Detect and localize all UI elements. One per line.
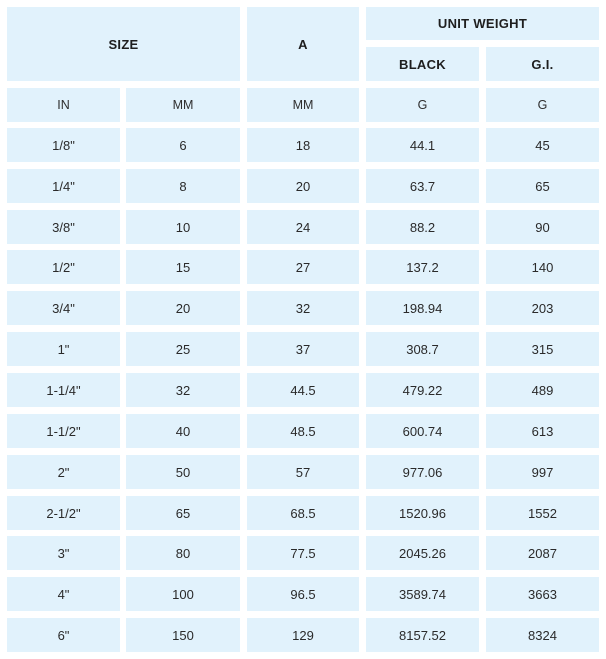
cell-black-g: 600.74 (366, 414, 479, 448)
cell-size-mm: 20 (126, 291, 240, 325)
cell-a-mm: 57 (247, 455, 359, 489)
cell-size-in: 1/2" (7, 250, 120, 284)
cell-black-g: 88.2 (366, 210, 479, 244)
cell-size-mm: 50 (126, 455, 240, 489)
cell-size-in: 1" (7, 332, 120, 366)
cell-gi-g: 315 (486, 332, 599, 366)
cell-size-mm: 40 (126, 414, 240, 448)
cell-a-mm: 20 (247, 169, 359, 203)
cell-a-mm: 37 (247, 332, 359, 366)
header-gi: G.I. (486, 47, 599, 81)
cell-size-in: 4" (7, 577, 120, 611)
cell-size-in: 1-1/4" (7, 373, 120, 407)
cell-black-g: 479.22 (366, 373, 479, 407)
header-size: SIZE (7, 7, 240, 81)
cell-black-g: 308.7 (366, 332, 479, 366)
cell-size-mm: 8 (126, 169, 240, 203)
cell-black-g: 8157.52 (366, 618, 479, 652)
cell-gi-g: 140 (486, 250, 599, 284)
cell-size-mm: 80 (126, 536, 240, 570)
cell-black-g: 198.94 (366, 291, 479, 325)
cell-gi-g: 997 (486, 455, 599, 489)
unit-a-mm: MM (247, 88, 359, 122)
cell-size-in: 1/8" (7, 128, 120, 162)
cell-size-in: 1/4" (7, 169, 120, 203)
cell-black-g: 137.2 (366, 250, 479, 284)
cell-size-in: 2-1/2" (7, 496, 120, 530)
cell-a-mm: 129 (247, 618, 359, 652)
cell-gi-g: 489 (486, 373, 599, 407)
cell-size-in: 1-1/2" (7, 414, 120, 448)
cell-size-mm: 100 (126, 577, 240, 611)
cell-a-mm: 44.5 (247, 373, 359, 407)
cell-gi-g: 65 (486, 169, 599, 203)
cell-black-g: 63.7 (366, 169, 479, 203)
cell-gi-g: 8324 (486, 618, 599, 652)
cell-a-mm: 24 (247, 210, 359, 244)
cell-a-mm: 32 (247, 291, 359, 325)
cell-gi-g: 90 (486, 210, 599, 244)
cell-size-mm: 6 (126, 128, 240, 162)
cell-size-mm: 150 (126, 618, 240, 652)
cell-a-mm: 27 (247, 250, 359, 284)
unit-gi-g: G (486, 88, 599, 122)
cell-size-mm: 25 (126, 332, 240, 366)
header-a: A (247, 7, 359, 81)
cell-black-g: 2045.26 (366, 536, 479, 570)
cell-size-mm: 10 (126, 210, 240, 244)
cell-size-in: 3/8" (7, 210, 120, 244)
cell-gi-g: 1552 (486, 496, 599, 530)
cell-gi-g: 3663 (486, 577, 599, 611)
cell-black-g: 44.1 (366, 128, 479, 162)
header-unit-weight: UNIT WEIGHT (366, 7, 599, 40)
cell-gi-g: 203 (486, 291, 599, 325)
cell-a-mm: 18 (247, 128, 359, 162)
cell-black-g: 977.06 (366, 455, 479, 489)
cell-gi-g: 45 (486, 128, 599, 162)
cell-size-in: 3" (7, 536, 120, 570)
cell-size-mm: 15 (126, 250, 240, 284)
cell-size-in: 3/4" (7, 291, 120, 325)
cell-size-in: 6" (7, 618, 120, 652)
cell-size-mm: 32 (126, 373, 240, 407)
header-black: BLACK (366, 47, 479, 81)
cell-size-mm: 65 (126, 496, 240, 530)
cell-black-g: 1520.96 (366, 496, 479, 530)
cell-gi-g: 2087 (486, 536, 599, 570)
cell-a-mm: 68.5 (247, 496, 359, 530)
cell-a-mm: 96.5 (247, 577, 359, 611)
cell-size-in: 2" (7, 455, 120, 489)
cell-a-mm: 48.5 (247, 414, 359, 448)
cell-black-g: 3589.74 (366, 577, 479, 611)
unit-black-g: G (366, 88, 479, 122)
cell-a-mm: 77.5 (247, 536, 359, 570)
cell-gi-g: 613 (486, 414, 599, 448)
unit-size-in: IN (7, 88, 120, 122)
unit-size-mm: MM (126, 88, 240, 122)
